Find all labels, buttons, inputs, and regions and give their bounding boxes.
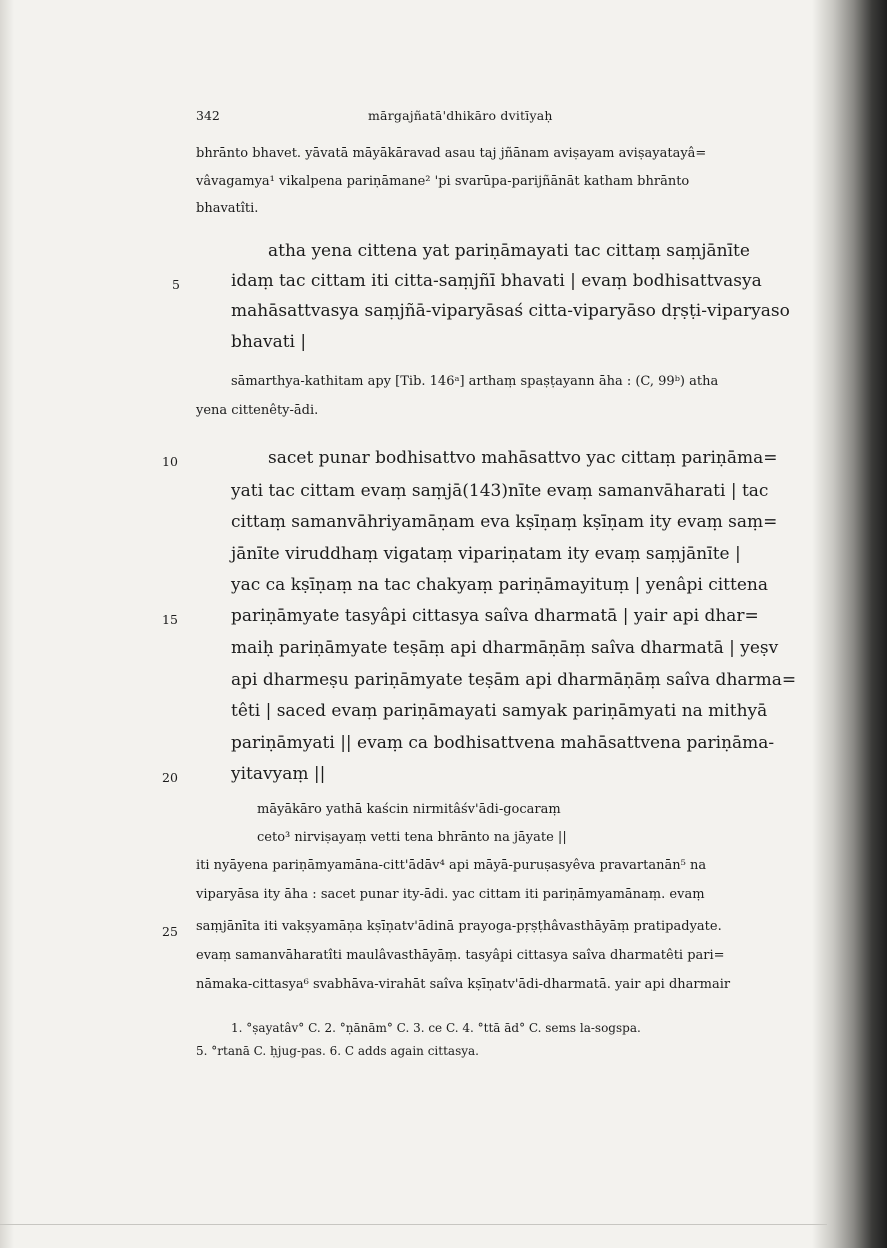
page-number: 342: [196, 108, 220, 123]
commentary-line: bhavatîti.: [196, 201, 259, 216]
commentary-line: evaṃ samanvāharatîti maulâvasthāyāṃ. tasyâpi cittasya saîva dharmatêti pari=: [196, 948, 725, 963]
commentary-line: viparyāsa ity āha : sacet punar ity-ādi. yac cittam iti pariṇāmyamānaṃ. evaṃ: [196, 887, 705, 902]
running-head: mārgajñatā'dhikāro dvitīyaḥ: [368, 108, 553, 123]
page-edge-shadow: [812, 0, 887, 1248]
commentary-line: iti nyāyena pariṇāmyamāna-citt'ādāv⁴ api māyā-puruṣasyêva pravartanān⁵ na: [196, 858, 707, 873]
commentary-line: vâvagamya¹ vikalpena pariṇāmane² 'pi svarūpa-parijñānāt katham bhrānto: [196, 174, 690, 189]
commentary-line: nāmaka-cittasya⁶ svabhāva-virahāt saîva kṣīṇatv'ādi-dharmatā. yair api dharmair: [196, 977, 731, 992]
root-text-line: mahāsattvasya saṃjñā-viparyāsaś citta-viparyāso dṛṣṭi-viparyaso: [231, 301, 790, 321]
commentary-line: bhrānto bhavet. yāvatā māyākāravad asau taj jñānam aviṣayam aviṣayatayâ=: [196, 146, 707, 161]
root-text-line: atha yena cittena yat pariṇāmayati tac cittaṃ saṃjānīte: [268, 241, 750, 261]
root-text-line: bhavati |: [231, 332, 307, 352]
line-number: 25: [162, 924, 178, 939]
bottom-rule: [0, 1224, 827, 1225]
root-text-line: yac ca kṣīṇaṃ na tac chakyaṃ pariṇāmayituṃ | yenâpi cittena: [231, 575, 768, 595]
root-text-line: maiḥ pariṇāmyate teṣāṃ api dharmāṇāṃ saîva dharmatā | yeṣv: [231, 638, 779, 658]
footnote-line: 1. °ṣayatâv° C. 2. °ṇānām° C. 3. ce C. 4. °ttā ād° C. sems la-sogspa.: [231, 1021, 641, 1035]
commentary-line: sāmarthya-kathitam apy [Tib. 146ᵃ] arthaṃ spaṣṭayann āha : (C, 99ᵇ) atha: [231, 374, 719, 389]
commentary-line: saṃjānīta iti vakṣyamāṇa kṣīṇatv'ādinā prayoga-pṛṣṭhâvasthāyāṃ pratipadyate.: [196, 919, 722, 934]
stanza-line: māyākāro yathā kaścin nirmitâśv'ādi-gocaraṃ: [257, 802, 561, 817]
line-number: 15: [162, 612, 178, 627]
root-text-line: yitavyaṃ ||: [231, 764, 326, 784]
root-text-line: yati tac cittam evaṃ saṃjā(143)nīte evaṃ samanvāharati | tac: [231, 481, 769, 501]
root-text-line: sacet punar bodhisattvo mahāsattvo yac cittaṃ pariṇāma=: [268, 448, 778, 468]
root-text-line: cittaṃ samanvāhriyamāṇam eva kṣīṇaṃ kṣīṇam ity evaṃ saṃ=: [231, 512, 778, 532]
root-text-line: jānīte viruddhaṃ vigataṃ vipariṇatam ity evaṃ saṃjānīte |: [231, 544, 741, 564]
root-text-line: pariṇāmyate tasyâpi cittasya saîva dharmatā | yair api dhar=: [231, 606, 759, 626]
page-shade-left: [0, 0, 14, 1248]
line-number: 5: [172, 277, 180, 292]
root-text-line: api dharmeṣu pariṇāmyate teṣām api dharmāṇāṃ saîva dharma=: [231, 670, 797, 690]
root-text-line: pariṇāmyati || evaṃ ca bodhisattvena mahāsattvena pariṇāma-: [231, 733, 775, 753]
commentary-line: yena cittenêty-ādi.: [196, 403, 319, 418]
footnote-line: 5. °rtanā C. ḥjug-pas. 6. C adds again cittasya.: [196, 1044, 479, 1058]
root-text-line: idaṃ tac cittam iti citta-saṃjñī bhavati | evaṃ bodhisattvasya: [231, 271, 762, 291]
root-text-line: têti | saced evaṃ pariṇāmayati samyak pariṇāmyati na mithyā: [231, 701, 768, 721]
line-number: 20: [162, 770, 178, 785]
line-number: 10: [162, 454, 178, 469]
stanza-line: ceto³ nirviṣayaṃ vetti tena bhrānto na jāyate ||: [257, 830, 567, 845]
